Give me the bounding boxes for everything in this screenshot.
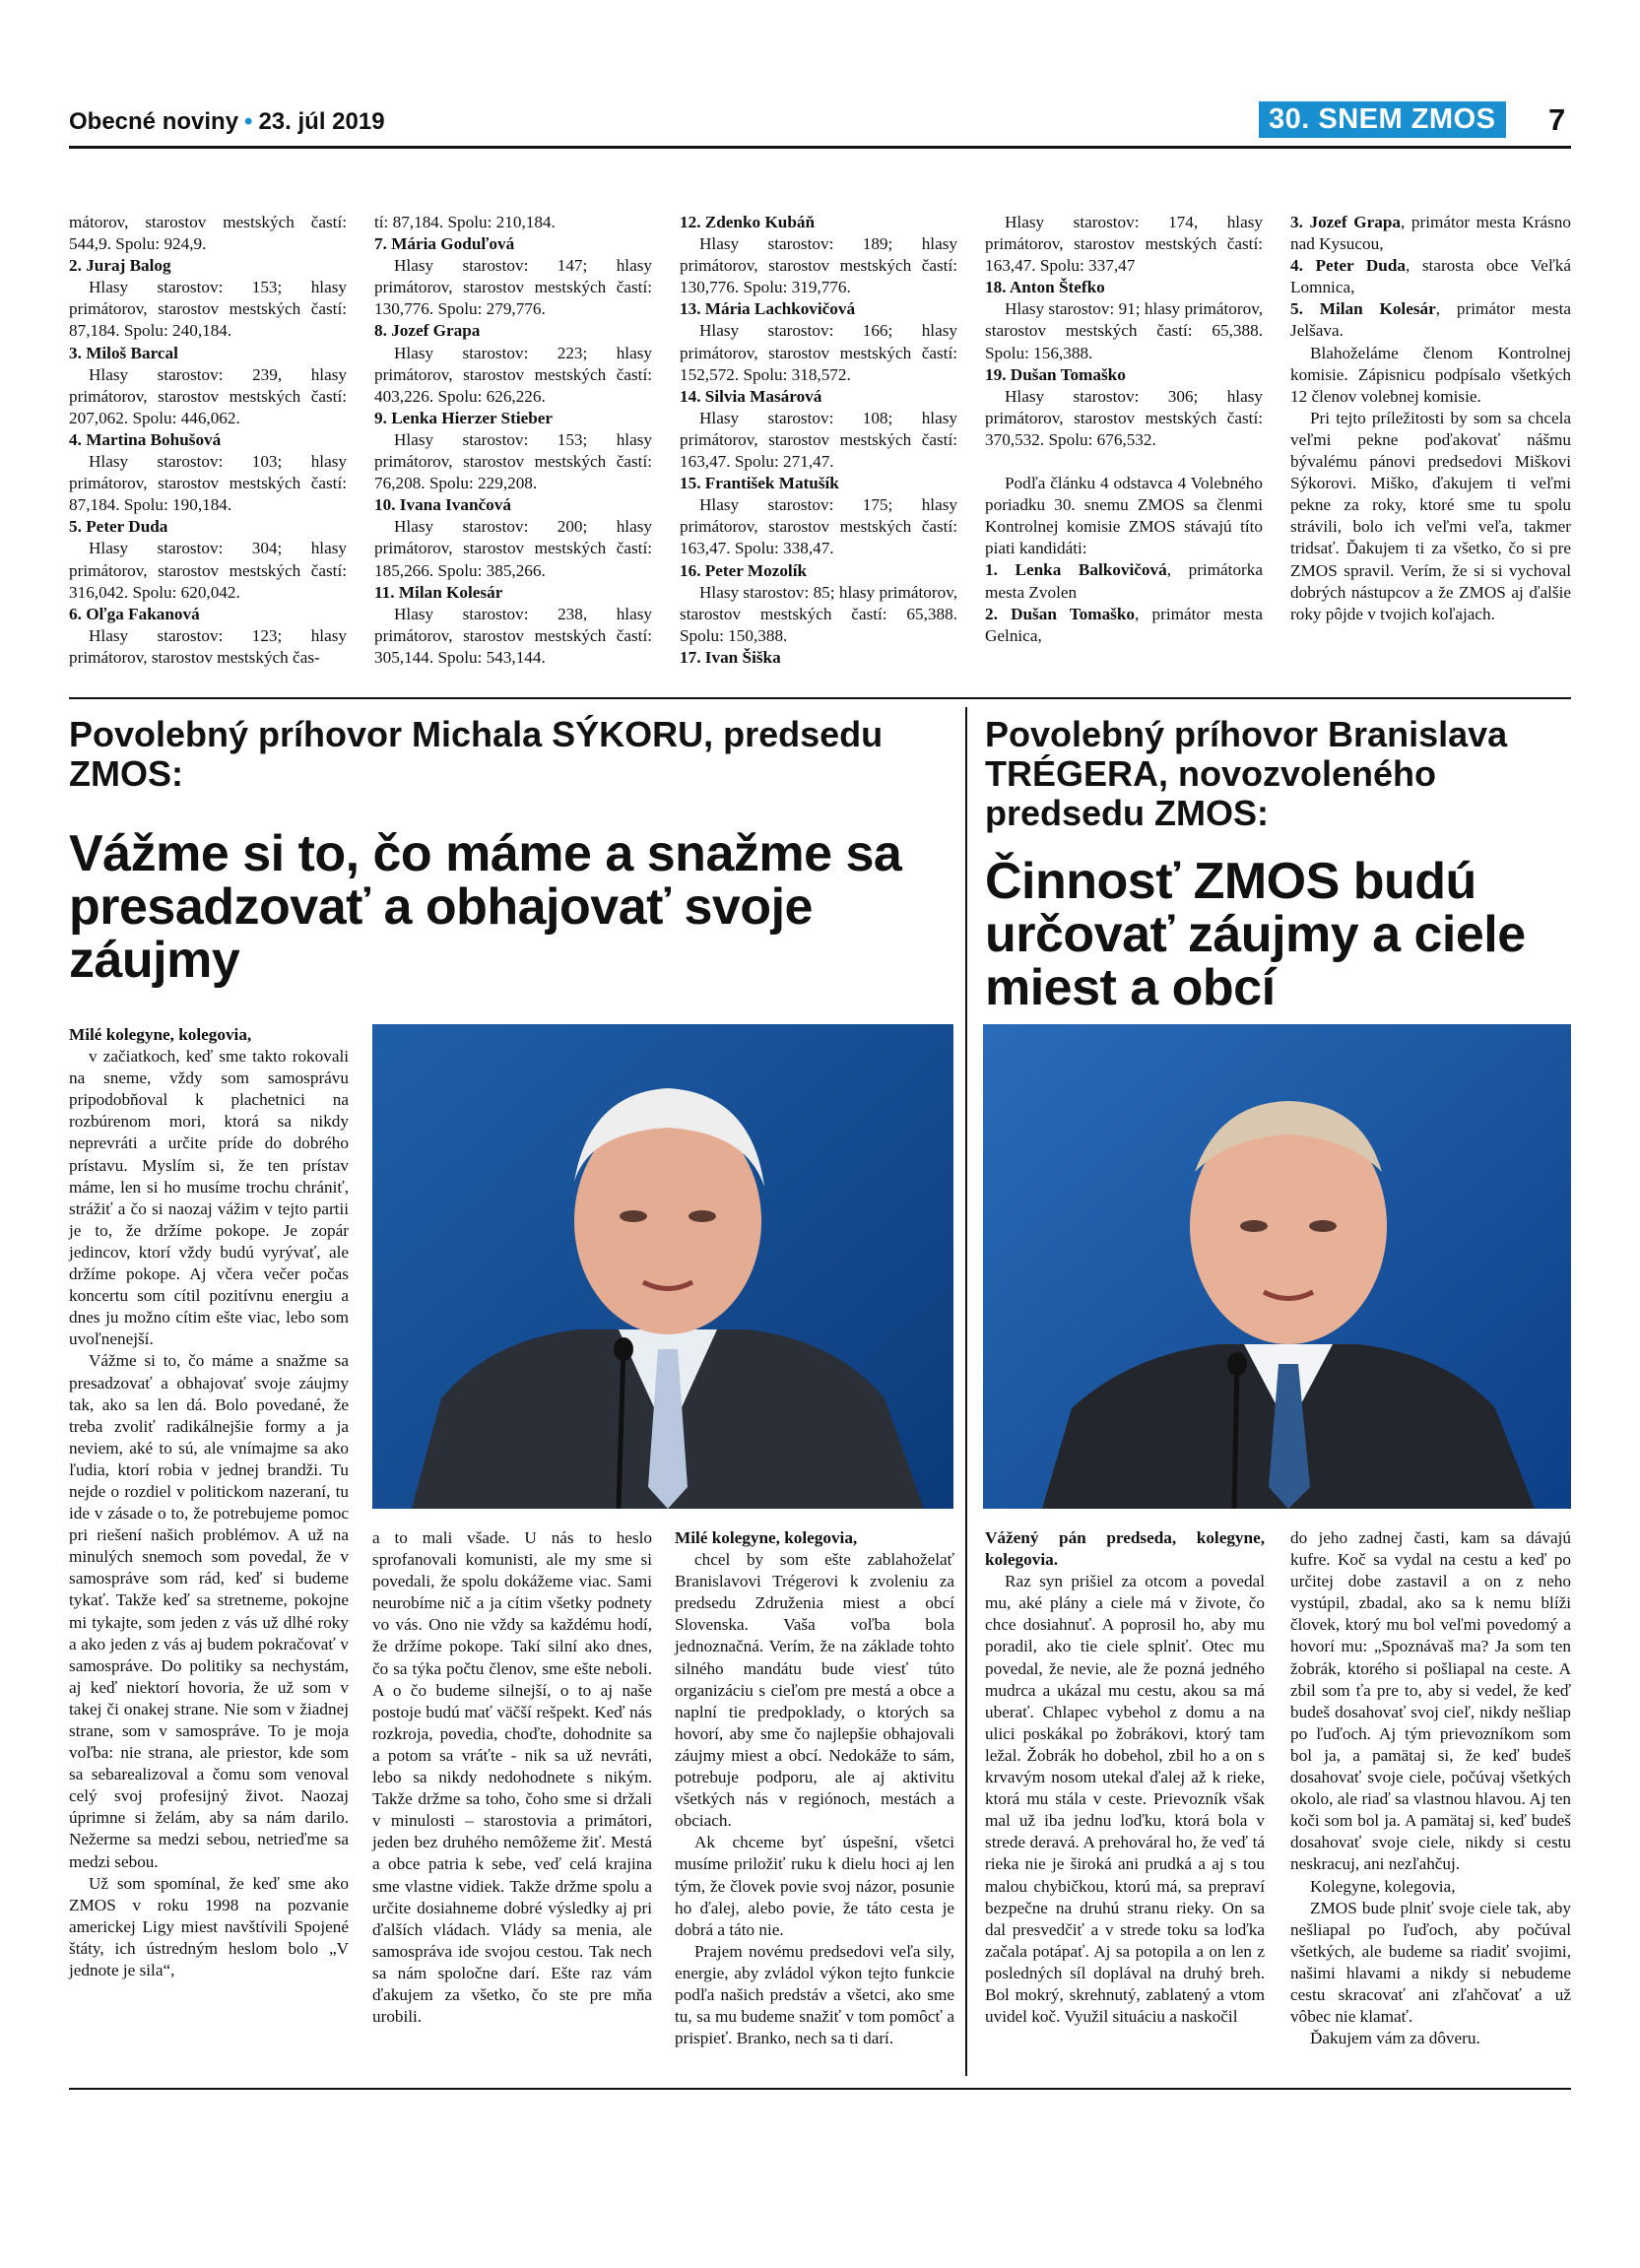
candidate-role: , primátor mesta Krásno nad Kysucou, (1290, 213, 1571, 254)
salutation: Milé kolegyne, kolegovia, (675, 1528, 858, 1547)
candidate-name: 14. Silvia Masárová (680, 386, 822, 406)
paragraph: a to mali všade. U nás to heslo sprofanovali komunisti, ale my sme si povedali, že spolu dokážeme viac. Sami neurobíme nič a ja cítim všetky podnety vo vás. Ono nie vždy sa každému hodí, že držíme pokope. Takí silní ako dnes, čo sa týka počtu členov, sme ešte neboli. A o čo budeme silnejší, o to aj naše postoje budú mať väčší rešpekt. Keď nás rozkroja, povedia, choďte, dohodnite sa a potom sa vráťte - nik sa už nevráti, lebo sa nikdy nedohodnete s nikým. Takže držme sa toho, čoho sme si držali v minulosti – starostovia a primátori, jeden bez druhého nemôžeme žiť. Mestá a obce patria k sebe, veď celá krajina sme vlastne vidiek. Takže držme spolu a určite dosiahneme dobré výsledky aj pri ďalších vládach. Vlády sa menia, ale samospráva ide svojou cestou. Tak nech sa nám spoločne darí. Ešte raz vám ďakujem za všetko, čo ste pre mňa urobili. (372, 1528, 652, 2027)
right-article-column-2 (1290, 1527, 1571, 2049)
paragraph: Hlasy starostov: 239, hlasy primátorov, starostov mestských častí: 207,062. Spolu: 446,062. (69, 364, 347, 427)
candidate-name: 5. Peter Duda (69, 517, 168, 537)
candidate-name: 11. Milan Kolesár (374, 582, 503, 602)
paragraph: Hlasy starostov: 147; hlasy primátorov, starostov mestských častí: 130,776. Spolu: 279,776. (374, 256, 652, 319)
paragraph: Hlasy starostov: 223; hlasy primátorov, starostov mestských častí: 403,226. Spolu: 626,226. (374, 343, 652, 406)
salutation: Vážený pán predseda, kolegyne, kolegovia. (985, 1528, 1265, 1570)
candidate-name: 18. Anton Štefko (985, 278, 1105, 297)
results-column-1 (69, 212, 347, 669)
paragraph: mátorov, starostov mestských častí: 544,9. Spolu: 924,9. (69, 213, 347, 254)
list-item (985, 604, 1263, 647)
speaker-photo-image (983, 1024, 1571, 1509)
list-item (1290, 212, 1571, 255)
paragraph: Hlasy starostov: 238, hlasy primátorov, starostov mestských častí: 305,144. Spolu: 543,144. (374, 604, 652, 667)
paragraph: Hlasy starostov: 200; hlasy primátorov, starostov mestských častí: 185,266. Spolu: 385,266. (374, 517, 652, 580)
paragraph: Podľa článku 4 odstavca 4 Volebného poriadku 30. snemu ZMOS sa členmi Kontrolnej komisie ZMOS stávajú títo piati kandidáti: (985, 474, 1263, 558)
speaker-photo-image (372, 1024, 953, 1509)
candidate-role: , primátor mesta Gelnica, (985, 604, 1263, 645)
list-item (1290, 298, 1571, 342)
left-article-column-3 (675, 1527, 954, 2049)
candidate-name: 15. František Matušík (680, 474, 839, 493)
left-article-column-2 (372, 1527, 652, 2028)
results-column-5 (1290, 212, 1571, 625)
left-article-headline: Vážme si to, čo máme a snažme sa presadzovať a obhajovať svoje záujmy (69, 825, 902, 989)
candidate-role: , starosta obce Veľká Lomnica, (1290, 256, 1572, 297)
candidate-name: 3. Jozef Grapa (1290, 213, 1401, 231)
paragraph: Už som spomínal, že keď sme ako ZMOS v roku 1998 na pozvanie americkej Ligy miest navštívili Spojené štáty, ich ústredným heslom bolo „V jednote je sila“, (69, 1873, 349, 1980)
candidate-name: 1. Lenka Balkovičová (985, 560, 1167, 580)
list-item (1290, 255, 1571, 298)
paragraph: chcel by som ešte zablahoželať Branislavovi Trégerovi k zvoleniu za predsedu Združenia miest a obcí Slovenska. Vaša voľba bola jednoznačná. Verím, že na základe tohto silného mandátu bude viesť túto organizáciu s cieľom pre mestá a obce a naplní tie predpoklady, o ktorých sa hovorí, aby sme čo najlepšie obhajovali záujmy miest a obcí. Nedokáže to sám, potrebuje podporu, ale aj aktivitu všetkých nás v regiónoch, mestách a obciach. (675, 1550, 954, 1831)
candidate-name: 3. Miloš Barcal (69, 343, 178, 362)
page-number: 7 (1548, 102, 1566, 137)
footer-rule (69, 2088, 1571, 2090)
paragraph: Hlasy starostov: 108; hlasy primátorov, starostov mestských častí: 163,47. Spolu: 271,47. (680, 408, 957, 472)
paragraph: Vážme si to, čo máme a snažme sa presadzovať a obhajovať svoje záujmy tak, ako sa len dá. Bolo povedané, že treba zvoliť radikálnejšie formy a ja neviem, aké to sú, ale vnímajme sa ako ľudia, ktorí robia v jednej brandži. Tu nejde o rozdiel v politickom nazeraní, tu ide v zásade o to, že potrebujeme pomoc pri riešení našich problémov. A už na minulých snemoch som povedal, že v samospráve som rád, keď si budeme tykať. Takže keď sa stretneme, pokojne mi tykajte, som jeden z vás už dlhé roky a ako jeden z vás aj budem pokračovať v samospráve. Do politiky sa nechystám, aj keď niektorí hovoria, že už som v takej či onakej strane. Nie som v žiadnej strane, som v samospráve. To je moja voľba: nie strana, ale priestor, kde som sa sebarealizoval a čomu som venoval celý svoj profesijný život. Naozaj úprimne si želám, aby sa nám darilo. Nežerme sa medzi sebou, netrieďme sa medzi sebou. (69, 1351, 349, 1871)
paragraph: Kolegyne, kolegovia, (1310, 1876, 1456, 1896)
separator-dot: • (244, 108, 253, 135)
section-tag: 30. SNEM ZMOS (1259, 101, 1506, 138)
results-column-4 (985, 212, 1263, 647)
paragraph: tí: 87,184. Spolu: 210,184. (374, 213, 556, 231)
paragraph: Ak chceme byť úspešní, všetci musíme priložiť ruku k dielu hoci aj len tým, že človek povie svoj názor, posunie ho ďalej, alebo povie, že táto cesta je dobrá a táto nie. (675, 1833, 954, 1939)
publication-name: Obecné noviny (69, 108, 239, 135)
candidate-name: 5. Milan Kolesár (1290, 299, 1436, 319)
paragraph: do jeho zadnej časti, kam sa dávajú kufre. Koč sa vydal na cestu a keď po určitej dobe zastavil a on z neho vystúpil, zbadal, ako sa k nemu blíži človek, ktorý mu bol veľmi povedomý a hovorí mu: „Spoznávaš ma? Ja som ten žobrák, ktorého si pošliapal na ceste. A zbil som ťa pre to, aby si vedel, že keď budeš dosahovať svoj cieľ, nikdy nešliap po ľuďoch. Aj tým prievozníkom som bol ja, a pamätaj si, že keď budeš dosahovať svoje ciele, počúvaj všetkých okolo, ale riaď sa vlastnou hlavou. Aj ten koči som bol ja. A pamätaj si, keď budeš dosahovať svoje ciele, nikdy si cestu neskracuj, ani nezľahčuj. (1290, 1528, 1571, 1874)
right-article-kicker: Povolebný príhovor Branislava TRÉGERA, novozvoleného predsedu ZMOS: (985, 714, 1508, 833)
paragraph: Prajem novému predsedovi veľa sily, energie, aby zvládol výkon tejto funkcie podľa našich predstáv a všetci, ako sme tu, sa mu budeme snažiť v tom pomôcť a prispieť. Branko, nech sa ti darí. (675, 1941, 954, 2048)
candidate-name: 10. Ivana Ivančová (374, 495, 511, 515)
paragraph: Hlasy starostov: 166; hlasy primátorov, starostov mestských častí: 152,572. Spolu: 318,572. (680, 321, 957, 384)
header-rule (69, 146, 1571, 149)
list-item (985, 559, 1263, 603)
paragraph: Hlasy starostov: 153; hlasy primátorov, starostov mestských častí: 76,208. Spolu: 229,208. (374, 429, 652, 493)
treger-photo (983, 1024, 1571, 1509)
candidate-name: 8. Jozef Grapa (374, 321, 481, 341)
left-article-column-1 (69, 1024, 349, 1981)
candidate-role: , primátor mesta Jelšava. (1290, 299, 1571, 341)
right-article-column-1 (985, 1527, 1265, 2028)
paragraph: Hlasy starostov: 123; hlasy primátorov, starostov mestských čas- (69, 625, 347, 667)
right-article-headline: Činnosť ZMOS budú určovať záujmy a ciele miest a obcí (985, 853, 1526, 1016)
paragraph: Hlasy starostov: 189; hlasy primátorov, starostov mestských častí: 130,776. Spolu: 319,776. (680, 234, 957, 297)
paragraph: Hlasy starostov: 175; hlasy primátorov, starostov mestských častí: 163,47. Spolu: 338,47. (680, 495, 957, 558)
candidate-name: 16. Peter Mozolík (680, 560, 808, 580)
masthead (69, 108, 385, 136)
paragraph: Hlasy starostov: 174, hlasy primátorov, starostov mestských častí: 163,47. Spolu: 337,47 (985, 213, 1263, 276)
results-column-2 (374, 212, 652, 669)
paragraph: Ďakujem vám za dôveru. (1310, 2029, 1480, 2048)
paragraph: Hlasy starostov: 306; hlasy primátorov, starostov mestských častí: 370,532. Spolu: 676,532. (985, 386, 1263, 449)
paragraph: v začiatkoch, keď sme takto rokovali na sneme, vždy som samosprávu pripodobňoval k plachetnici na rozbúrenom mori, ktorá sa nikdy neprevráti a určite príde do dobrého prístavu. Myslím si, že ten prístav máme, len si ho musíme trochu chrániť, strážiť a čo si naozaj vážim v tejto partii je to, že držíme pokope. Je zopár jedincov, ktorí vždy budú vyrývať, ale držíme pokope. Aj včera večer počas koncertu som cítil pozitívnu energiu a dnes ju možno cítim ešte viac, lebo som uvoľnenejší. (69, 1047, 349, 1349)
issue-date: 23. júl 2019 (258, 108, 385, 135)
candidate-name: 2. Dušan Tomaško (985, 604, 1136, 623)
paragraph: ZMOS bude plniť svoje ciele tak, aby nešliapal po ľuďoch, aby počúval všetkých, ale budeme sa riadiť svojimi, našimi hlavami a nikdy si nebudeme cestu skracovať ani zľahčovať a už vôbec nie klamať. (1290, 1898, 1571, 2027)
paragraph: Hlasy starostov: 91; hlasy primátorov, starostov mestských častí: 65,388. Spolu: 156,388. (985, 299, 1263, 362)
sykora-photo (372, 1024, 953, 1509)
candidate-name: 9. Lenka Hierzer Stieber (374, 408, 554, 427)
candidate-name: 4. Peter Duda (1290, 256, 1406, 276)
paragraph: Blahoželáme členom Kontrolnej komisie. Zápisnicu podpísalo všetkých 12 členov volebnej komisie. (1290, 343, 1571, 406)
paragraph: Pri tejto príležitosti by som sa chcela veľmi pekne poďakovať nášmu bývalému pánovi predsedovi Miškovi Sýkorovi. Miško, ďakujem ti veľmi pekne za roky, ktoré sme tu spolu strávili, bolo ich veľmi veľa, takmer tridsať. Ďakujem ti za všetko, čo si pre ZMOS spravil. Verím, že si si vychoval dobrých nástupcov a že ZMOS aj ďalšie roky pôjde v tvojich koľajach. (1290, 408, 1571, 623)
candidate-name: 12. Zdenko Kubáň (680, 213, 816, 231)
paragraph: Hlasy starostov: 103; hlasy primátorov, starostov mestských častí: 87,184. Spolu: 190,184. (69, 452, 347, 515)
spacer (985, 451, 1263, 473)
candidate-name: 4. Martina Bohušová (69, 429, 222, 449)
candidate-name: 7. Mária Goduľová (374, 234, 515, 254)
article-divider (965, 707, 967, 2076)
candidate-name: 6. Oľga Fakanová (69, 604, 200, 623)
candidate-name: 19. Dušan Tomaško (985, 364, 1126, 384)
paragraph: Hlasy starostov: 153; hlasy primátorov, starostov mestských častí: 87,184. Spolu: 240,184. (69, 278, 347, 341)
salutation: Milé kolegyne, kolegovia, (69, 1025, 252, 1044)
paragraph: Hlasy starostov: 304; hlasy primátorov, starostov mestských častí: 316,042. Spolu: 620,042. (69, 539, 347, 602)
candidate-name: 13. Mária Lachkovičová (680, 299, 856, 319)
paragraph: Hlasy starostov: 85; hlasy primátorov, starostov mestských častí: 65,388. Spolu: 150,388. (680, 582, 957, 645)
candidate-role: , primátorka mesta Zvolen (985, 560, 1263, 602)
candidate-name: 17. Ivan Šiška (680, 647, 781, 667)
candidate-name: 2. Juraj Balog (69, 256, 171, 276)
paragraph: Raz syn prišiel za otcom a povedal mu, aké plány a ciele má v živote, čo chce dosiahnuť. A poprosil ho, aby mu poradil, ako tie ciele splniť. Otec mu povedal, že nevie, ale že pozná jedného mudrca a ukázal mu cestu, akou sa má uberať. Chlapec vybehol z domu a na ulici poskákal po žobrákovi, ktorý tam ležal. Žobrák ho dobehol, zbil ho a on s krvavým nosom utekal ďalej až k rieke, ktorá mu stála v ceste. Prievozník však mal už iba jednu loďku, ktorá bola v strede deravá. A prehováral ho, že veď tá rieka nie je široká ani prudká a aj s tou malou chybičkou, ktorú má, sa prepraví bezpečne na druhú stranu rieky. On sa dal presvedčiť a v strede toku sa loďka začala potápať. Aj sa potopila a on len z posledných síl doplával na druhý breh. Bol mokrý, skrehnutý, zablatený a vtom uvidel koč. Využil situáciu a naskočil (985, 1572, 1265, 2027)
section-divider (69, 697, 1571, 699)
left-article-kicker: Povolebný príhovor Michala SÝKORU, predsedu ZMOS: (69, 714, 884, 794)
results-column-3 (680, 212, 957, 669)
